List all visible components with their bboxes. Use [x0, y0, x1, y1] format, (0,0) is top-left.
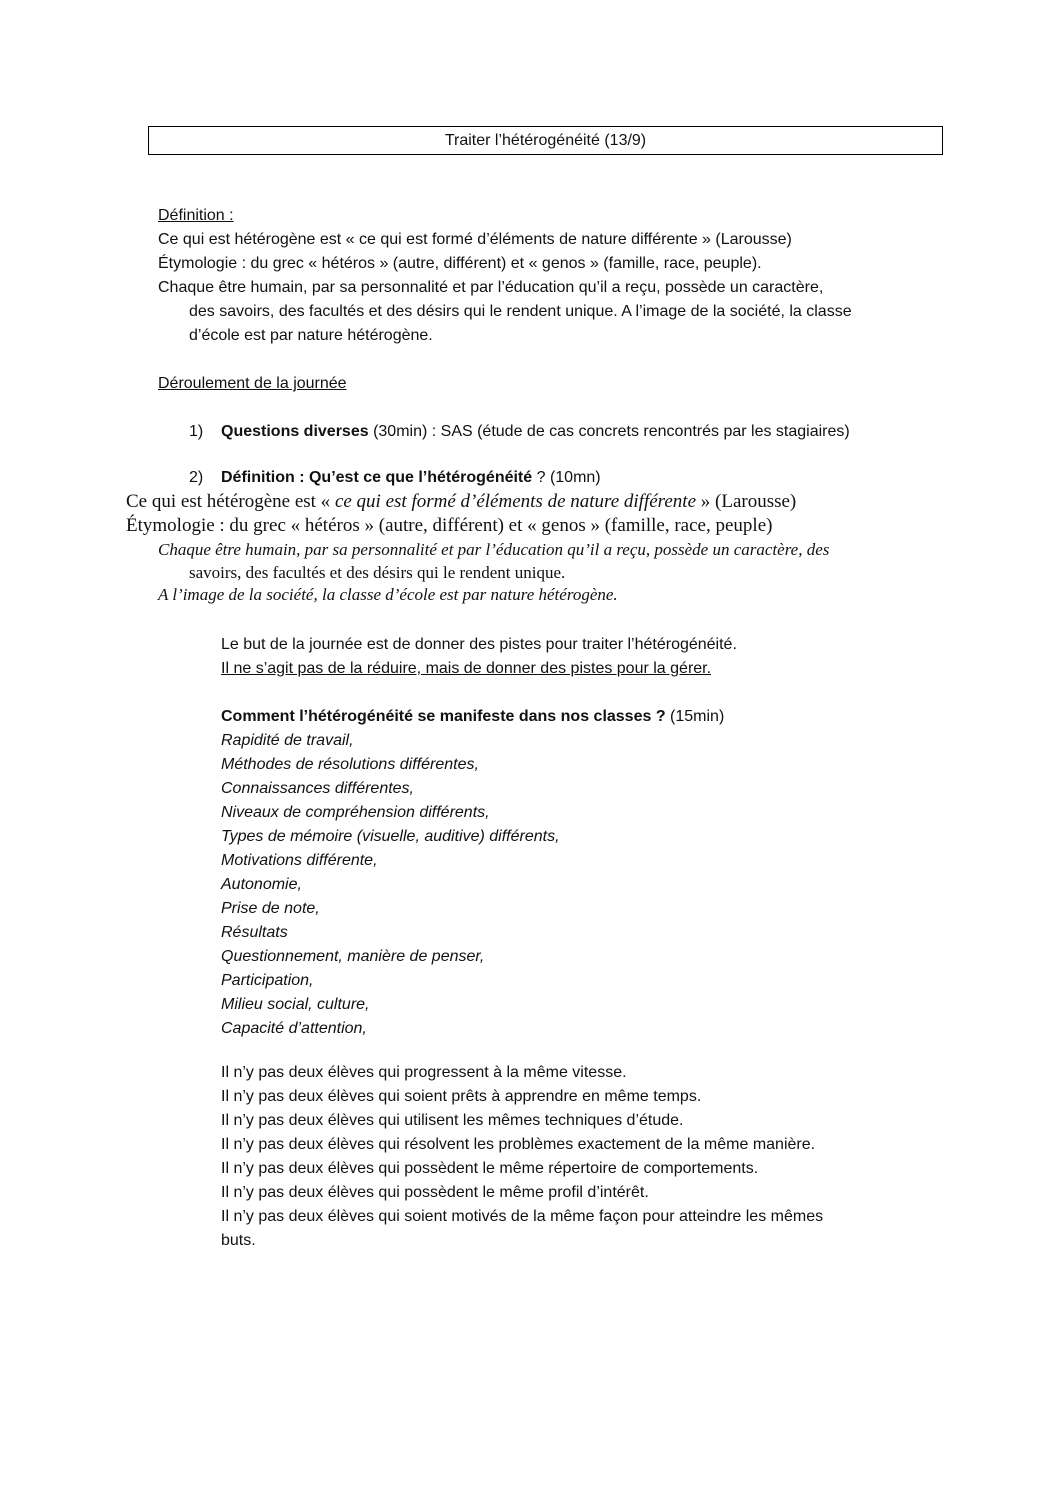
list-item: Prise de note, — [221, 900, 320, 917]
paragraph-line: Il n’y pas deux élèves qui possèdent le même profil d’intérêt. — [221, 1184, 649, 1201]
serif-line-1-c: » (Larousse) — [696, 491, 797, 512]
serif-line-2: Étymologie : du grec « hétéros » (autre, différent) et « genos » (famille, race, peuple) — [126, 515, 773, 536]
but-line-2: Il ne s’agit pas de la réduire, mais de donner des pistes pour la gérer. — [221, 660, 712, 677]
comment-heading — [221, 705, 724, 729]
serif-line-1-quote: ce qui est formé d’éléments de nature différente — [334, 491, 697, 512]
serif-line-3: Chaque être humain, par sa personnalité et par l’éducation qu’il a reçu, possède un caractère, des — [158, 540, 830, 559]
definition-line-2: Étymologie : du grec « hétéros » (autre, différent) et « genos » (famille, race, peuple). — [158, 255, 762, 272]
definition-heading: Définition : — [158, 207, 234, 224]
list-item-1-bold: Questions diverses — [221, 423, 369, 440]
list-item: Connaissances différentes, — [221, 780, 414, 797]
list-item: Résultats — [221, 924, 288, 941]
list-item-2-bold: Définition : Qu’est ce que l’hétérogénéité — [221, 469, 533, 486]
comment-heading-rest: (15min) — [665, 708, 725, 725]
list-item: Motivations différente, — [221, 852, 378, 869]
list-item: Autonomie, — [221, 876, 302, 893]
list-item: Questionnement, manière de penser, — [221, 948, 485, 965]
paragraph-line: Il n’y pas deux élèves qui soient prêts à apprendre en même temps. — [221, 1088, 702, 1105]
list-item: Participation, — [221, 972, 314, 989]
paragraph-line: Il n’y pas deux élèves qui soient motivés de la même façon pour atteindre les mêmes — [221, 1208, 824, 1225]
list-item: Niveaux de compréhension différents, — [221, 804, 490, 821]
list-item: Types de mémoire (visuelle, auditive) différents, — [221, 828, 560, 845]
list-number-1: 1) — [189, 423, 204, 440]
definition-line-3: Chaque être humain, par sa personnalité et par l’éducation qu’il a reçu, possède un caractère, — [158, 279, 824, 296]
paragraph-line: Il n’y pas deux élèves qui possèdent le même répertoire de comportements. — [221, 1160, 759, 1177]
paragraph-line: Il n’y pas deux élèves qui utilisent les mêmes techniques d’étude. — [221, 1112, 684, 1129]
comment-heading-bold: Comment l’hétérogénéité se manifeste dans nos classes ? — [221, 708, 666, 725]
paragraph-line: Il n’y pas deux élèves qui progressent à la même vitesse. — [221, 1064, 627, 1081]
paragraph-line: buts. — [221, 1232, 256, 1249]
document-title-text: Traiter l’hétérogénéité (13/9) — [444, 131, 647, 149]
list-item-1 — [221, 420, 850, 444]
list-item: Milieu social, culture, — [221, 996, 370, 1013]
serif-line-5: A l’image de la société, la classe d’école est par nature hétérogène. — [158, 585, 618, 604]
list-item: Capacité d’attention, — [221, 1020, 367, 1037]
but-line-1: Le but de la journée est de donner des pistes pour traiter l’hétérogénéité. — [221, 636, 737, 653]
list-item: Méthodes de résolutions différentes, — [221, 756, 479, 773]
deroulement-heading: Déroulement de la journée — [158, 375, 347, 392]
paragraph-line: Il n’y pas deux élèves qui résolvent les problèmes exactement de la même manière. — [221, 1136, 816, 1153]
list-number-2: 2) — [189, 469, 204, 486]
definition-line-4: des savoirs, des facultés et des désirs qui le rendent unique. A l’image de la société, la classe — [189, 303, 852, 320]
definition-line-1: Ce qui est hétérogène est « ce qui est formé d’éléments de nature différente » (Larousse) — [158, 231, 792, 248]
document-title — [148, 126, 943, 155]
list-item: Rapidité de travail, — [221, 732, 354, 749]
serif-line-1 — [126, 490, 796, 514]
definition-line-5: d’école est par nature hétérogène. — [189, 327, 433, 344]
serif-line-4: savoirs, des facultés et des désirs qui le rendent unique. — [189, 563, 566, 582]
list-item-2-rest: ? (10mn) — [532, 469, 601, 486]
list-item-1-rest: (30min) : SAS (étude de cas concrets rencontrés par les stagiaires) — [368, 423, 850, 440]
list-item-2 — [221, 466, 601, 490]
serif-line-1-a: Ce qui est hétérogène est « — [126, 491, 335, 512]
